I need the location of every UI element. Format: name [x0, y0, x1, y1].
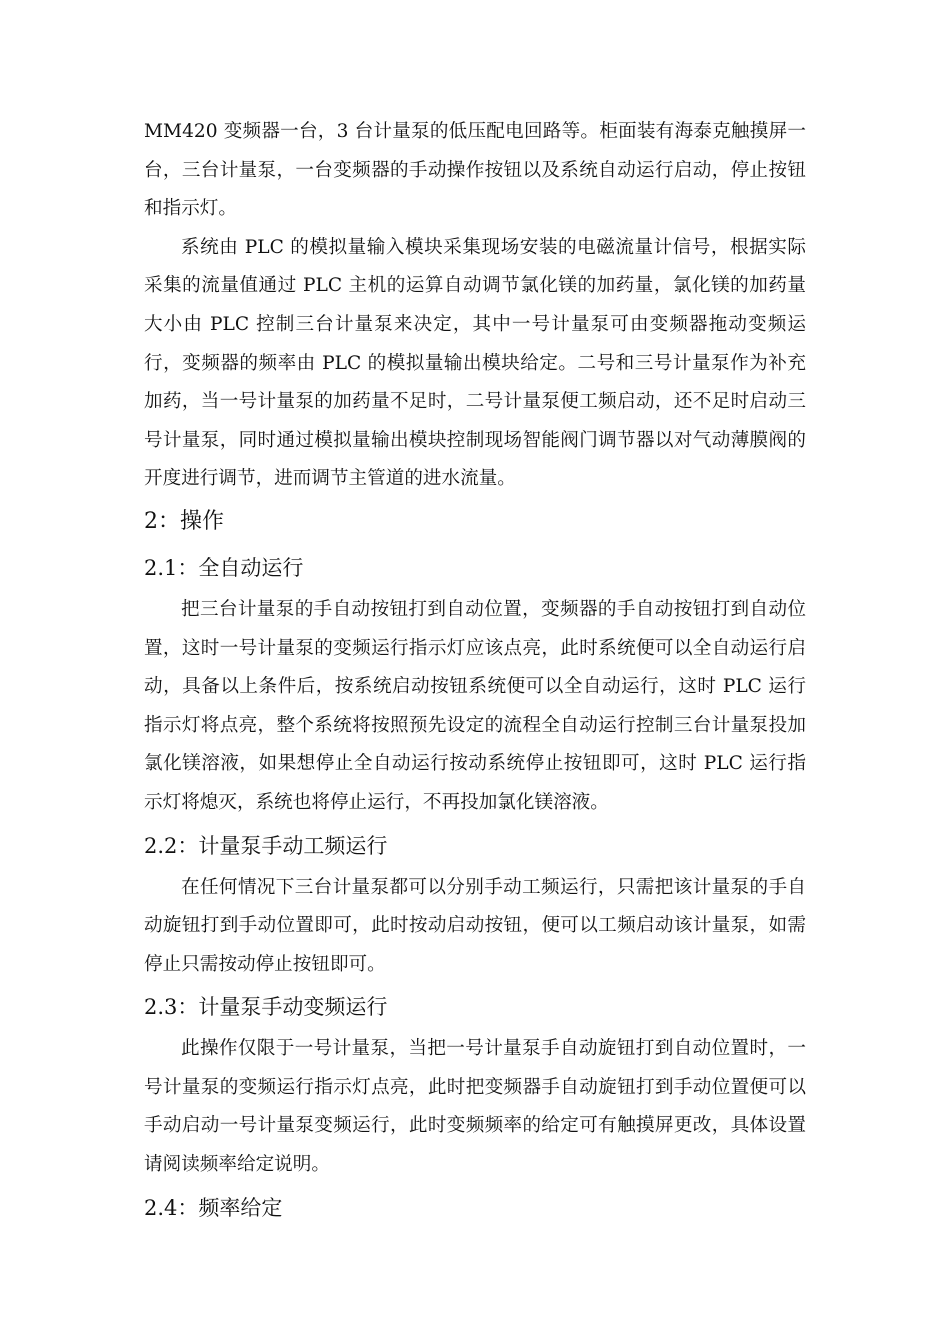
- paragraph-manual-power-frequency: 在任何情况下三台计量泵都可以分别手动工频运行，只需把该计量泵的手自动旋钮打到手动位置即可，此时按动启动按钮，便可以工频启动该计量泵，如需停止只需按动停止按钮即可。: [144, 876, 806, 975]
- paragraph-equipment: MM420 变频器一台，3 台计量泵的低压配电回路等。柜面装有海泰克触摸屏一台，三台计量泵，一台变频器的手动操作按钮以及系统自动运行启动，停止按钮和指示灯。: [144, 121, 806, 220]
- paragraph-manual-variable-frequency: 此操作仅限于一号计量泵，当把一号计量泵手自动旋钮打到自动位置时，一号计量泵的变频运行指示灯点亮，此时把变频器手自动旋钮打到手动位置便可以手动启动一号计量泵变频运行，此时变频频率的给定可有触摸屏更改，具体设置请阅读频率给定说明。: [144, 1038, 806, 1176]
- subsection-heading-frequency-setting: 2.4：频率给定: [144, 1195, 283, 1220]
- document-body: [144, 113, 806, 1231]
- paragraph-auto-run: 把三台计量泵的手自动按钮打到自动位置，变频器的手自动按钮打到自动位置，这时一号计量泵的变频运行指示灯应该点亮，此时系统便可以全自动运行启动，具备以上条件后，按系统启动按钮系统便可以全自动运行，这时 PLC 运行指示灯将点亮，整个系统将按照预先设定的流程全自动运行控制三台计量泵投加氯化镁溶液，如果想停止全自动运行按动系统停止按钮即可，这时 PLC 运行指示灯将熄灭，系统也将停止运行，不再投加氯化镁溶液。: [144, 598, 806, 813]
- subsection-heading-manual-variable-frequency: 2.3：计量泵手动变频运行: [144, 995, 388, 1020]
- subsection-heading-auto-run: 2.1：全自动运行: [144, 555, 304, 580]
- paragraph-system-description: 系统由 PLC 的模拟量输入模块采集现场安装的电磁流量计信号，根据实际采集的流量值通过 PLC 主机的运算自动调节氯化镁的加药量，氯化镁的加药量大小由 PLC 控制三台计量泵来决定，其中一号计量泵可由变频器拖动变频运行，变频器的频率由 PLC 的模拟量输出模块给定。二号和三号计量泵作为补充加药，当一号计量泵的加药量不足时，二号计量泵便工频启动，还不足时启动三号计量泵，同时通过模拟量输出模块控制现场智能阀门调节器以对气动薄膜阀的开度进行调节，进而调节主管道的进水流量。: [144, 236, 806, 490]
- subsection-heading-manual-power-frequency: 2.2：计量泵手动工频运行: [144, 833, 388, 858]
- section-heading-operation: 2：操作: [144, 508, 224, 534]
